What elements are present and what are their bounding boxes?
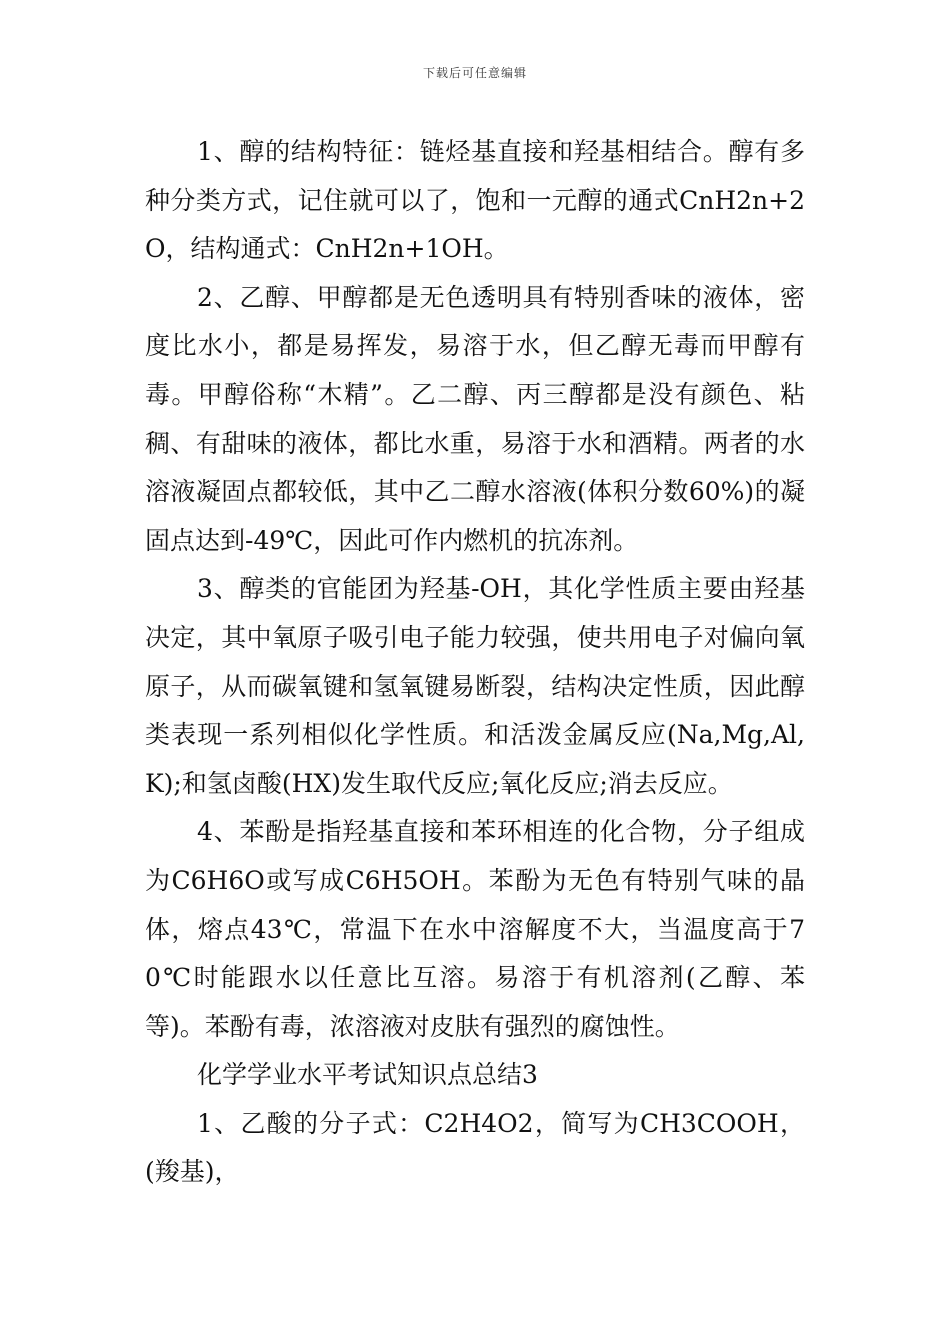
paragraph-acetic-acid: 1、乙酸的分子式：C2H4O2，简写为CH3COOH，(羧基)， [145, 1108, 805, 1187]
paragraph-ethanol-methanol: 2、乙醇、甲醇都是无色透明具有特别香味的液体，密度比水小，都是易挥发，易溶于水，但乙醇无毒而甲醇有毒。甲醇俗称“木精”。乙二醇、丙三醇都是没有颜色、粘稠、有甜味的液体，都比水重，易溶于水和酒精。两者的水溶液凝固点都较低，其中乙二醇水溶液(体积分数60%)的凝固点达到-49℃，因此可作内燃机的抗冻剂。 [145, 282, 805, 555]
paragraph-alcohol-structure: 1、醇的结构特征：链烃基直接和羟基相结合。醇有多种分类方式，记住就可以了，饱和一元醇的通式CnH2n+2O，结构通式：CnH2n+1OH。 [145, 137, 805, 264]
paragraph-phenol: 4、苯酚是指羟基直接和苯环相连的化合物，分子组成为C6H6O或写成C6H5OH。苯酚为无色有特别气味的晶体，熔点43℃，常温下在水中溶解度不大，当温度高于70℃时能跟水以任意比互溶。易溶于有机溶剂(乙醇、苯等)。苯酚有毒，浓溶液对皮肤有强烈的腐蚀性。 [145, 817, 805, 1041]
document-body [145, 128, 805, 1197]
section-heading: 化学学业水平考试知识点总结3 [197, 1060, 538, 1090]
page-header: 下载后可任意编辑 [422, 66, 527, 80]
paragraph-hydroxyl-group: 3、醇类的官能团为羟基-OH，其化学性质主要由羟基决定，其中氧原子吸引电子能力较强，使共用电子对偏向氧原子，从而碳氧键和氢氧键易断裂，结构决定性质，因此醇类表现一系列相似化学性质。和活泼金属反应(Na,Mg,Al,K);和氢卤酸(HX)发生取代反应;氧化反应;消去反应。 [145, 574, 805, 798]
